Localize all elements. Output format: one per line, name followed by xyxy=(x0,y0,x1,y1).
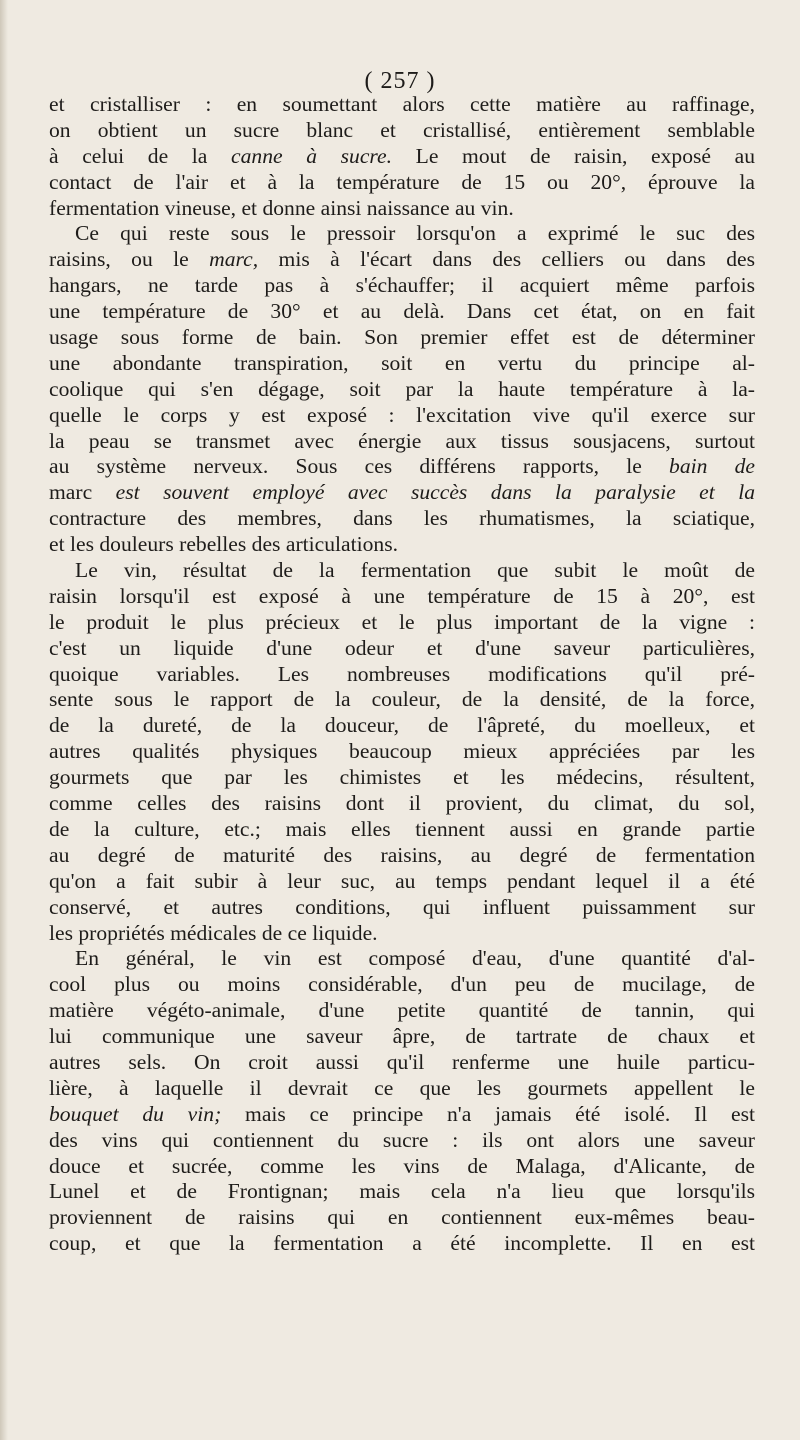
text-line: cool plus ou moins considérable, d'un peu de mucilage, de xyxy=(49,972,755,997)
text-line: Lunel et de Frontignan; mais cela n'a lieu que lorsqu'ils xyxy=(49,1179,755,1204)
text-line: la peau se transmet avec énergie aux tissus sousjacens, surtout xyxy=(49,428,755,453)
italic-term: marc, xyxy=(209,247,259,272)
text-line: Le vin, résultat de la fermentation que subit le moût de xyxy=(75,558,755,583)
text-line: quelle le corps y est exposé : l'excitation vive qu'il exerce sur xyxy=(49,402,755,427)
text-line: usage sous forme de bain. Son premier effet est de déterminer xyxy=(49,325,755,350)
paragraph xyxy=(49,221,755,558)
text-line: marc est souvent employé avec succès dans la paralysie et la xyxy=(49,480,755,505)
text-line: le produit le plus précieux et le plus important de la vigne : xyxy=(49,609,755,634)
text-line: fermentation vineuse, et donne ainsi naissance au vin. xyxy=(49,195,514,220)
text-line: proviennent de raisins qui en contiennent eux-mêmes beau- xyxy=(49,1205,755,1230)
text-line: au degré de maturité des raisins, au degré de fermentation xyxy=(49,842,755,867)
page-binding-edge xyxy=(0,0,8,1440)
paragraph xyxy=(49,558,755,946)
text-line: En général, le vin est composé d'eau, d'une quantité d'al- xyxy=(75,946,755,971)
text-line: lière, à laquelle il devrait ce que les gourmets appellent le xyxy=(49,1075,755,1100)
text-line: douce et sucrée, comme les vins de Malaga, d'Alicante, de xyxy=(49,1153,755,1178)
text-line: et cristalliser : en soumettant alors cette matière au raffinage, xyxy=(49,92,755,116)
text-line: sente sous le rapport de la couleur, de la densité, de la force, xyxy=(49,687,755,712)
text-line: coup, et que la fermentation a été incomplette. Il en est xyxy=(49,1231,755,1256)
italic-term: est souvent employé avec succès dans la paralysie et la xyxy=(92,480,755,505)
text-line: lui communique une saveur âpre, de tartrate de chaux et xyxy=(49,1024,755,1049)
text-line: conservé, et autres conditions, qui influent puissamment sur xyxy=(49,894,755,919)
text-line: on obtient un sucre blanc et cristallisé, entièrement semblable xyxy=(49,117,755,142)
text-line: de la culture, etc.; mais elles tiennent aussi en grande partie xyxy=(49,816,755,841)
text-line: qu'on a fait subir à leur suc, au temps pendant lequel il a été xyxy=(49,868,755,893)
text-line: Ce qui reste sous le pressoir lorsqu'on a exprimé le suc des xyxy=(75,221,755,246)
text-line: quoique variables. Les nombreuses modifications qu'il pré- xyxy=(49,661,755,686)
text-line: contact de l'air et à la température de 15 ou 20°, éprouve la xyxy=(49,169,755,194)
text-line: comme celles des raisins dont il provient, du climat, du sol, xyxy=(49,791,755,816)
text-line: et les douleurs rebelles des articulations. xyxy=(49,532,398,557)
text-line: hangars, ne tarde pas à s'échauffer; il acquiert même parfois xyxy=(49,273,755,298)
text-line: au système nerveux. Sous ces différens rapports, le bain de xyxy=(49,454,755,479)
text-line: de la dureté, de la douceur, de l'âpreté, du moelleux, et xyxy=(49,713,755,738)
italic-term: canne à sucre. xyxy=(231,143,392,168)
text-line: une température de 30° et au delà. Dans cet état, on en fait xyxy=(49,299,755,324)
italic-term: bain de xyxy=(669,454,755,479)
text-line: bouquet du vin; mais ce principe n'a jamais été isolé. Il est xyxy=(49,1101,755,1126)
text-line: c'est un liquide d'une odeur et d'une saveur particulières, xyxy=(49,635,755,660)
text-line: matière végéto-animale, d'une petite quantité de tannin, qui xyxy=(49,998,755,1023)
text-line: raisin lorsqu'il est exposé à une température de 15 à 20°, est xyxy=(49,583,755,608)
page-number: ( 257 ) xyxy=(364,68,436,94)
text-line: gourmets que par les chimistes et les médecins, résultent, xyxy=(49,765,755,790)
paragraph xyxy=(49,92,755,221)
body-text xyxy=(49,92,755,1257)
text-line: autres qualités physiques beaucoup mieux appréciées par les xyxy=(49,739,755,764)
text-line: contracture des membres, dans les rhumatismes, la sciatique, xyxy=(49,506,755,531)
italic-term: bouquet du vin; xyxy=(49,1101,222,1126)
text-line: autres sels. On croit aussi qu'il renferme une huile particu- xyxy=(49,1049,755,1074)
text-line: raisins, ou le marc, mis à l'écart dans des celliers ou dans des xyxy=(49,247,756,272)
text-line: des vins qui contiennent du sucre : ils ont alors une saveur xyxy=(49,1127,755,1152)
text-line: coolique qui s'en dégage, soit par la haute température à la- xyxy=(49,376,755,401)
text-line: une abondante transpiration, soit en vertu du principe al- xyxy=(49,350,755,375)
paragraph xyxy=(49,946,755,1257)
text-line: les propriétés médicales de ce liquide. xyxy=(49,920,378,945)
text-line: à celui de la canne à sucre. Le mout de raisin, exposé au xyxy=(49,143,756,168)
